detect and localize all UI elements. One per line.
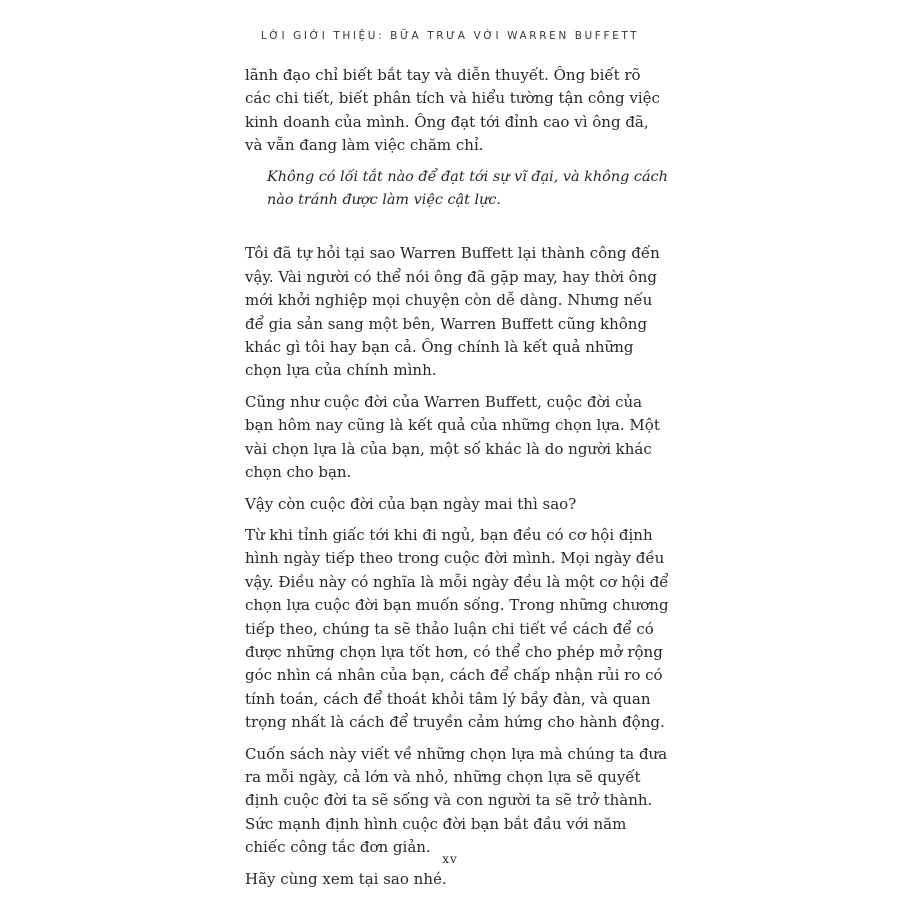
paragraph-5: Cuốn sách này viết về những chọn lựa mà chúng ta đưa ra mỗi ngày, cả lớn và nhỏ, những chọn lựa sẽ quyết định cuộc đời ta sẽ sống và con người ta sẽ trở thành. Sức mạnh định hình cuộc đời bạn bắt đầu với năm chiếc công tắc đơn giản. bbox=[245, 744, 668, 857]
paragraph-6: Hãy cùng xem tại sao nhé. bbox=[245, 869, 447, 888]
body-text bbox=[245, 64, 670, 899]
paragraph-1: Tôi đã tự hỏi tại sao Warren Buffett lại thành công đến vậy. Vài người có thể nói ông đã gặp may, hay thời ông mới khởi nghiệp mọi chuyện còn dễ dàng. Nhưng nếu để gia sản sang một bên, Warren Buffett cũng không khác gì tôi hay bạn cả. Ông chính là kết quả những chọn lựa của chính mình. bbox=[245, 244, 660, 380]
paragraph-2: Cũng như cuộc đời của Warren Buffett, cuộc đời của bạn hôm nay cũng là kết quả của những chọn lựa. Một vài chọn lựa là của bạn, một số khác là do người khác chọn cho bạn. bbox=[245, 392, 660, 482]
paragraph-3: Vậy còn cuộc đời của bạn ngày mai thì sao? bbox=[245, 494, 577, 513]
running-head: LỜI GIỚI THIỆU: BỮA TRƯA VỚI WARREN BUFFETT bbox=[260, 30, 640, 42]
paragraph-4: Từ khi tỉnh giấc tới khi đi ngủ, bạn đều có cơ hội định hình ngày tiếp theo trong cuộc đời mình. Mọi ngày đều vậy. Điều này có nghĩa là mỗi ngày đều là một cơ hội để chọn lựa cuộc đời bạn muốn sống. Trong những chương tiếp theo, chúng ta sẽ thảo luận chi tiết về cách để có được những chọn lựa tốt hơn, có thể cho phép mở rộng góc nhìn cá nhân của bạn, cách để chấp nhận rủi ro có tính toán, cách để thoát khỏi tâm lý bầy đàn, và quan trọng nhất là cách để truyền cảm hứng cho hành động. bbox=[245, 525, 669, 732]
quote: Không có lối tắt nào để đạt tới sự vĩ đại, và không cách nào tránh được làm việc cật lực. bbox=[267, 168, 668, 209]
page-number: xv bbox=[442, 852, 458, 866]
paragraph-continuation: lãnh đạo chỉ biết bắt tay và diễn thuyết. Ông biết rõ các chi tiết, biết phân tích và hiểu tường tận công việc kinh doanh của mình. Ông đạt tới đỉnh cao vì ông đã, và vẫn đang làm việc chăm chỉ. bbox=[245, 66, 660, 155]
